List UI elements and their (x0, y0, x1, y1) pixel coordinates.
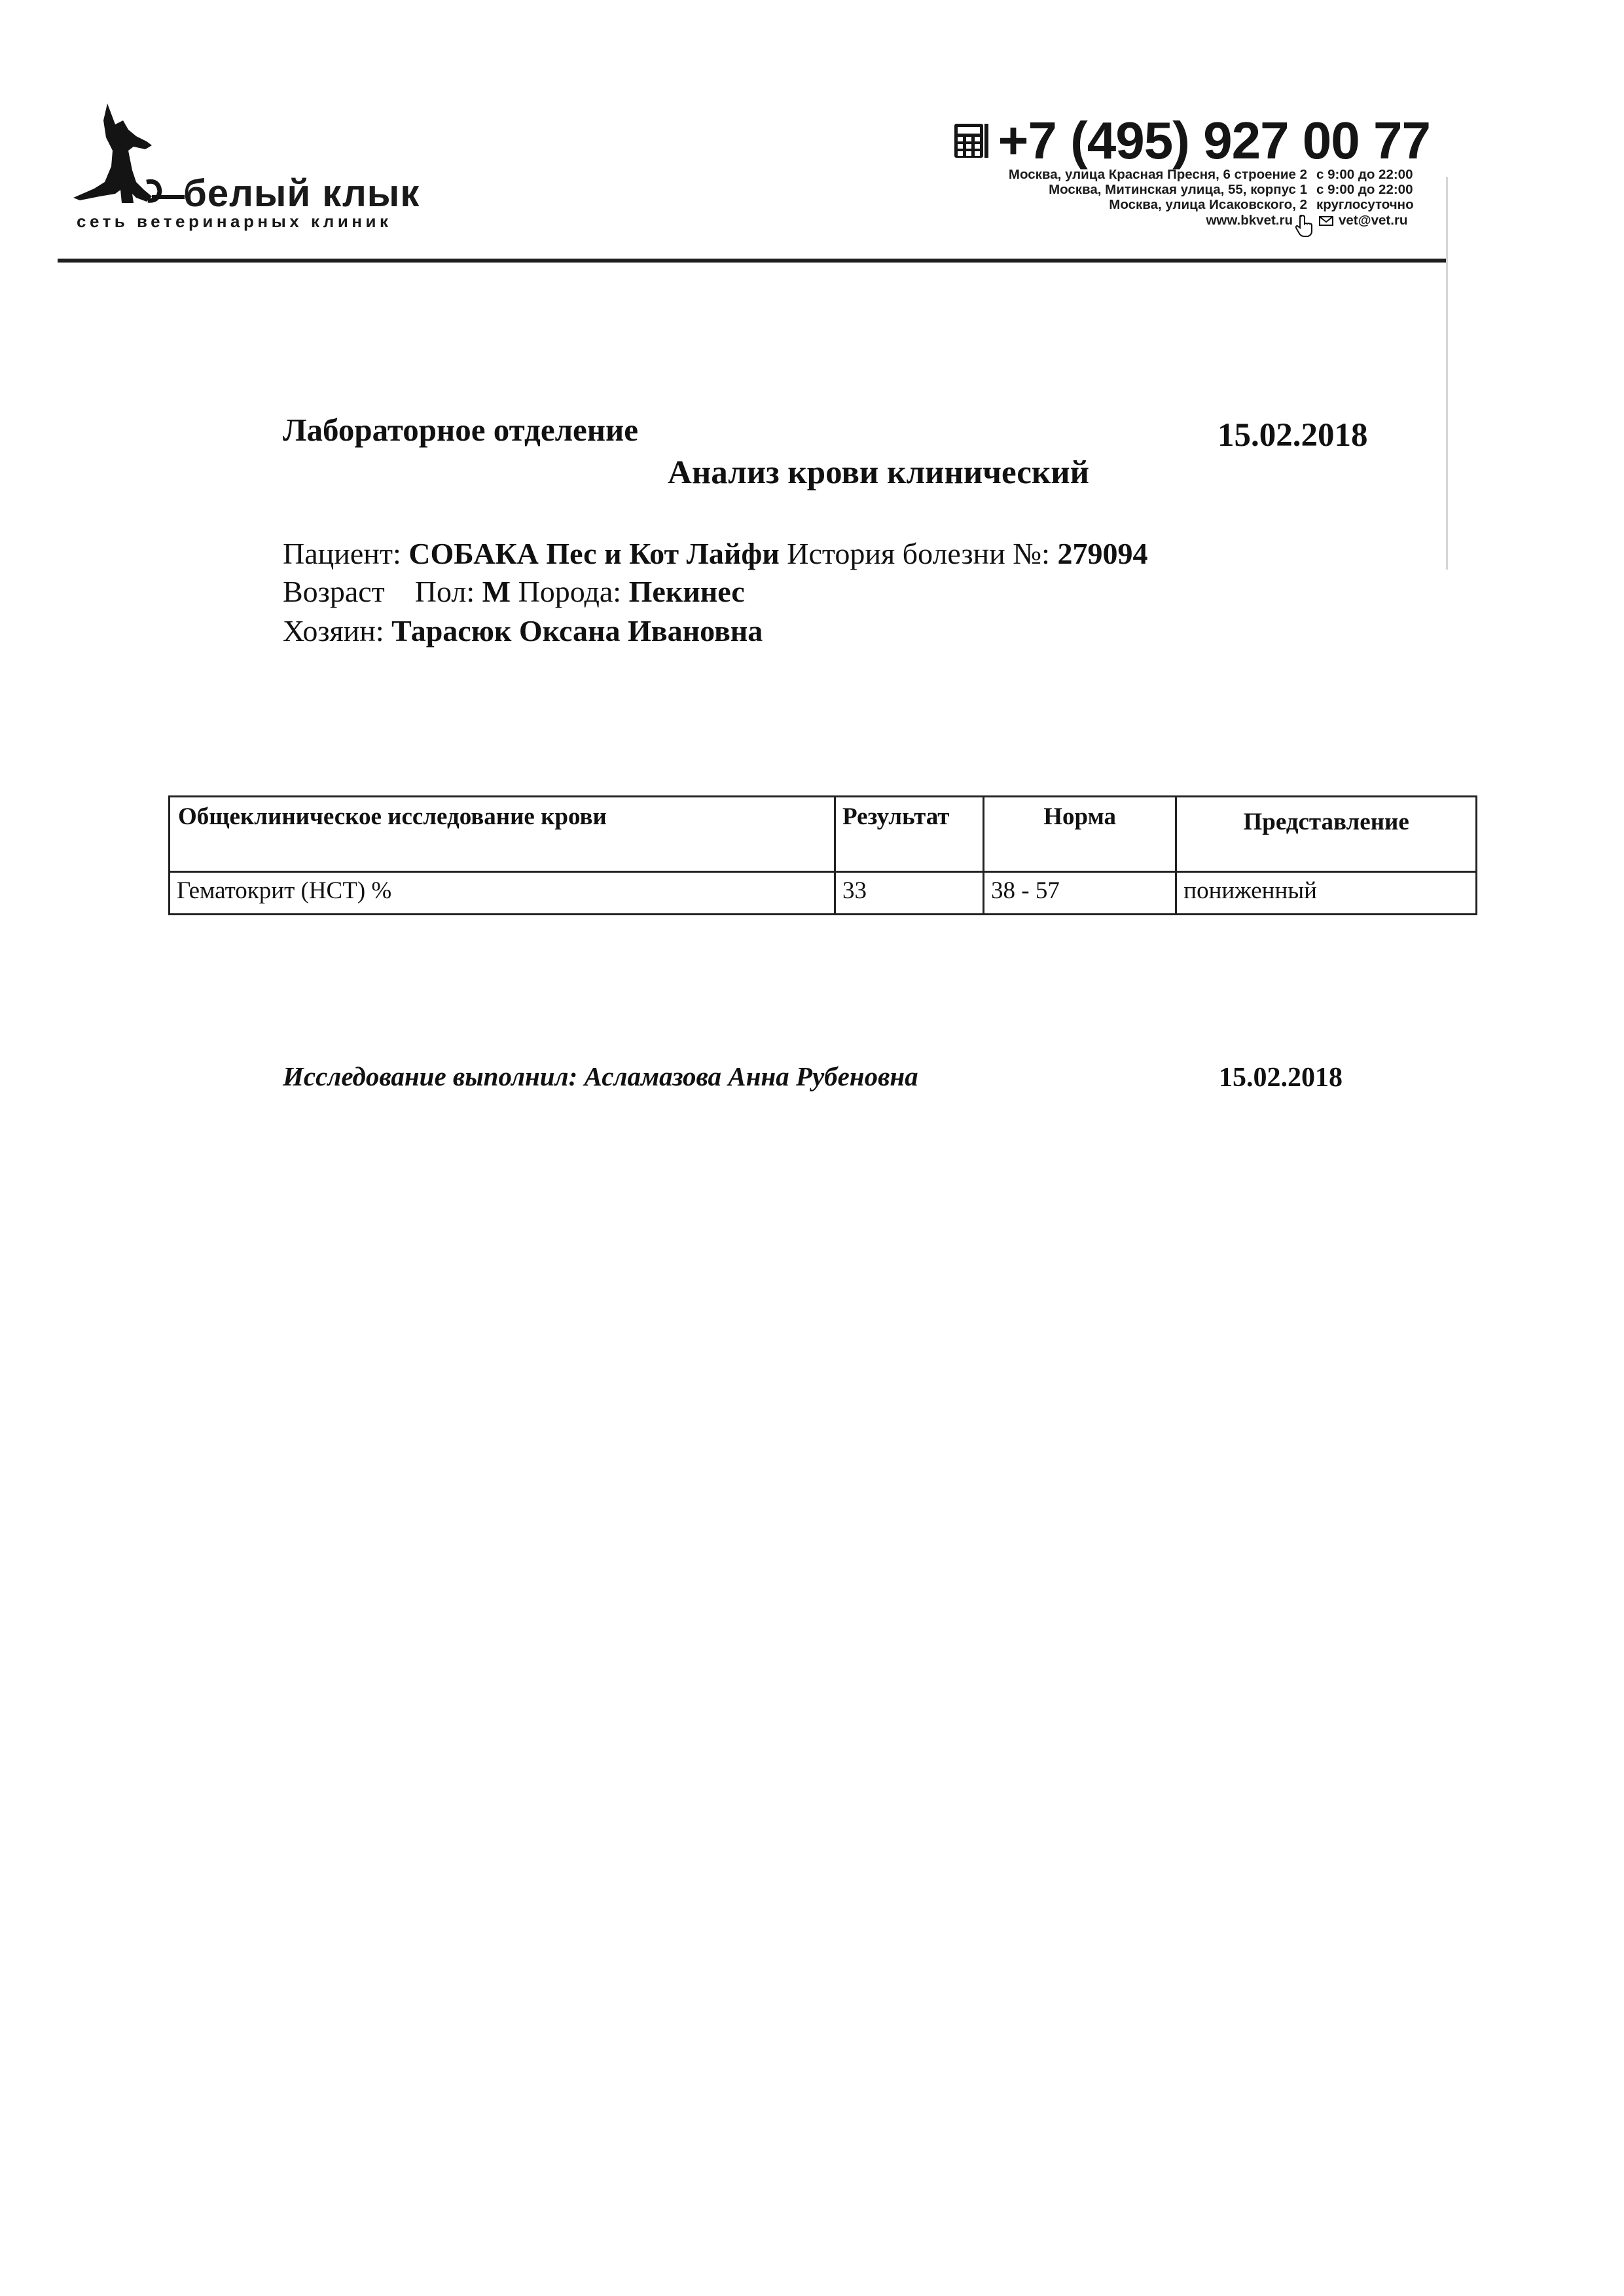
cell-interpretation: пониженный (1176, 872, 1477, 915)
contact-row (903, 212, 1433, 229)
phone-block (954, 111, 1430, 170)
address-hours: круглосуточно (1316, 197, 1414, 212)
results-table (168, 795, 1477, 915)
sex-value: М (482, 575, 511, 608)
cell-result: 33 (835, 872, 984, 915)
breed-label: Порода: (518, 575, 622, 608)
scan-edge-mark (1446, 177, 1448, 570)
age-label: Возраст (283, 575, 385, 608)
address-text: Москва, Митинская улица, 55, корпус 1 (1049, 182, 1307, 197)
brand-name: белый клык (183, 172, 420, 215)
mail-icon (1319, 216, 1333, 226)
address-row (903, 182, 1433, 197)
address-row (903, 197, 1433, 212)
address-row (903, 167, 1433, 182)
address-text: Москва, улица Красная Пресня, 6 строение 2 (1008, 167, 1307, 182)
column-header-test: Общеклиническое исследование крови (170, 797, 835, 872)
patient-line (283, 536, 1147, 572)
column-header-result: Результат (835, 797, 984, 872)
cell-test-name: Гематокрит (HCT) % (170, 872, 835, 915)
table-header-row (170, 797, 1477, 872)
age-sex-breed-line (283, 574, 745, 610)
phone-number: +7 (495) 927 00 77 (998, 111, 1430, 170)
patient-name: СОБАКА Пес и Кот Лайфи (408, 537, 780, 570)
hand-cursor-icon (1295, 215, 1312, 237)
performed-by: Исследование выполнил: Асламазова Анна Рубеновна (283, 1061, 918, 1091)
report-date: 15.02.2018 (1218, 417, 1368, 454)
header-divider (58, 259, 1447, 263)
column-header-interpretation: Представление (1176, 797, 1477, 872)
table-row (170, 872, 1477, 915)
owner-name: Тарасюк Оксана Ивановна (391, 614, 763, 647)
history-number: 279094 (1057, 537, 1148, 570)
breed-value: Пекинес (628, 575, 745, 608)
address-hours: с 9:00 до 22:00 (1316, 182, 1413, 197)
cell-norm: 38 - 57 (984, 872, 1176, 915)
website-link[interactable]: www.bkvet.ru (1206, 213, 1293, 228)
brand-subtitle: сеть ветеринарных клиник (77, 211, 392, 231)
patient-label: Пациент: (283, 537, 401, 570)
owner-line (283, 613, 763, 649)
email-link[interactable]: vet@vet.ru (1339, 213, 1408, 228)
footer-date: 15.02.2018 (1219, 1063, 1343, 1093)
address-list (903, 167, 1433, 229)
calculator-icon (954, 123, 989, 158)
address-text: Москва, улица Исаковского, 2 (1109, 197, 1307, 212)
history-label: История болезни №: (787, 537, 1050, 570)
dog-logo-icon (73, 98, 191, 210)
owner-label: Хозяин: (283, 614, 384, 647)
department-title: Лабораторное отделение (283, 412, 639, 448)
sex-label: Пол: (414, 575, 475, 608)
column-header-norm: Норма (984, 797, 1176, 872)
document-title: Анализ крови клинический (668, 454, 1090, 491)
address-hours: с 9:00 до 22:00 (1316, 167, 1413, 182)
